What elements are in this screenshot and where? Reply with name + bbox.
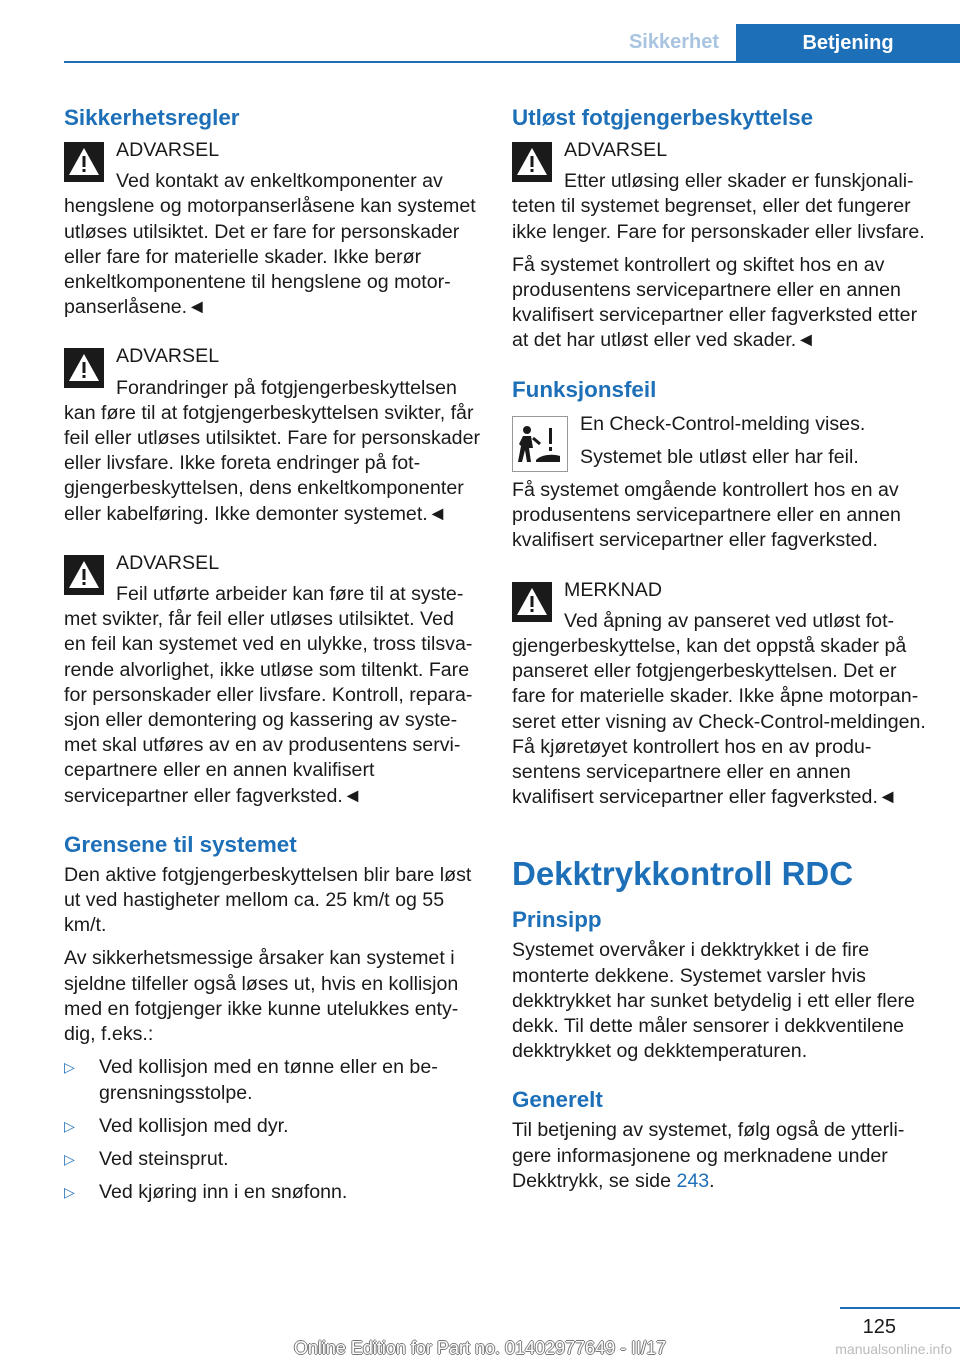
warning-text: Forandringer på fotgjengerbeskyttelsen kan føre til at fotgjengerbeskyttelsen svikter, får feil eller utløses utilsiktet. Fare for personskader eller livsfare. Ikke foreta endringer på fotgjengerbeskyttelsen, dens enkeltkomponenter eller kabelføring. Ikke demonter systemet.◄ — [64, 376, 480, 525]
note-text: Ved åpning av panseret ved utløst fotgjengerbeskyttelse, kan det oppstå skader på panseret eller fotgjengerbeskyttelsen. Det er fare for materielle skader. Ikke åpne motorpanseret etter visning av Check-Control-meldingen. Få kjøretøyet kontrollert hos en av produsentens servicepartnere eller en annen kvalifisert servicepartner eller fagverksted.◄ — [512, 609, 926, 809]
warning-text: Etter utløsing eller skader er funskjonaliteten til systemet begrenset, eller det fungerer ikke lenger. Fare for personskader eller livsfare. — [512, 170, 925, 243]
rdc-heading: Dekktrykkontroll RDC — [512, 855, 854, 893]
list-item: ▷ Ved kollisjon med dyr. — [64, 1114, 480, 1139]
page-link[interactable]: 243 — [676, 1169, 710, 1192]
warning-block — [64, 344, 480, 526]
bullet-list — [64, 1055, 480, 1205]
warning-block — [64, 138, 480, 320]
paragraph: Få systemet omgående kontrollert hos en av produsentens servicepartnere eller en annen kvalifisert servicepartner eller fagverksted. — [512, 479, 901, 552]
safety-rules-heading: Sikkerhetsregler — [64, 105, 240, 130]
warning-block — [64, 551, 480, 809]
system-limits-heading: Grensene til systemet — [64, 831, 297, 857]
right-column — [512, 104, 928, 1194]
triangle-bullet-icon: ▷ — [64, 1150, 75, 1167]
page-number: 125 — [862, 1316, 896, 1338]
paragraph: Systemet overvåker i dekktrykket i de fire monterte dekkene. Systemet varsler hvis dekktrykket har sunket betydelig i ett eller flere dekk. Til dette måler sensorer i dekkventilene dekktrykket og dekktemperaturen. — [512, 939, 915, 1063]
warning-label: ADVARSEL — [564, 139, 668, 161]
triangle-bullet-icon: ▷ — [64, 1117, 75, 1134]
paragraph: Få systemet kontrollert og skiftet hos en av produsentens servicepartnere eller en annen kvalifisert servicepartner eller fagverksted etter at det har utløst eller ved skader.◄ — [512, 253, 918, 352]
paragraph: Av sikkerhetsmessige årsaker kan systemet i sjeldne tilfeller også løses ut, hvis en kollisjon med en fotgjenger ikke kunne utelukkes entydig, f.eks.: — [64, 947, 459, 1046]
pedestrian-warning-icon — [512, 416, 568, 472]
warning-text: Ved kontakt av enkeltkomponenter av hengslene og motorpanserlåsene kan systemet utløses utilsiktet. Det er fare for personskader eller fare for materielle skader. Ikke berør enkeltkomponentene til hengslene og motorpanserlåsene.◄ — [64, 170, 476, 319]
warning-label: ADVARSEL — [116, 551, 220, 574]
general-heading: Generelt — [512, 1087, 603, 1113]
footer-rule — [840, 1307, 960, 1309]
tab-sikkerhet[interactable]: Sikkerhet — [612, 24, 736, 61]
edition-footer: Online Edition for Part no. 01402977649 - II/17 — [293, 1338, 667, 1358]
triangle-bullet-icon: ▷ — [64, 1184, 75, 1201]
left-column — [64, 104, 480, 1213]
tab-betjening[interactable]: Betjening — [736, 24, 960, 63]
paragraph: Systemet ble utløst eller har feil. — [580, 445, 859, 468]
list-item: ▷ Ved kjøring inn i en snøfonn. — [64, 1180, 480, 1205]
check-control-message: En Check-Control-melding vises. — [580, 412, 866, 435]
triggered-protection-heading: Utløst fotgjengerbeskyttelse — [512, 105, 814, 130]
malfunction-block — [512, 412, 928, 554]
warning-block — [512, 138, 928, 245]
warning-label: ADVARSEL — [116, 139, 220, 161]
paragraph: Den aktive fotgjengerbeskyttelsen blir bare løst ut ved hastigheter mellom ca. 25 km/t og 55 km/t. — [64, 863, 472, 937]
triangle-bullet-icon: ▷ — [64, 1059, 75, 1076]
warning-label: ADVARSEL — [116, 345, 220, 368]
watermark: manualsonline.info — [835, 1341, 952, 1357]
list-item: ▷ Ved steinsprut. — [64, 1147, 480, 1172]
malfunction-heading: Funksjonsfeil — [512, 376, 657, 402]
principle-heading: Prinsipp — [512, 907, 602, 933]
warning-triangle-icon — [64, 555, 104, 595]
note-triangle-icon — [512, 582, 552, 622]
note-block — [512, 578, 928, 811]
note-label: MERKNAD — [564, 578, 662, 601]
warning-triangle-icon — [512, 142, 552, 182]
warning-text: Feil utførte arbeider kan føre til at systemet svikter, får feil eller utløses utilsiktet. Ved en feil kan systemet ved en ulykke, tross tilsvarende alvorlighet, ikke utløse som tiltenkt. Fare for personskader eller livsfare. Kontroll, reparasjon eller demontering og kassering av systemet skal utføres av en av produsentens servicepartnere eller en annen kvalifisert servicepartner eller fagverksted.◄ — [64, 583, 473, 807]
list-item: ▷ Ved kollisjon med en tønne eller en begrensningsstolpe. — [64, 1056, 438, 1104]
warning-triangle-icon — [64, 142, 104, 182]
paragraph: Til betjening av systemet, følg også de ytterligere informasjonene og merknadene under Dekktrykk, se side 243. — [512, 1119, 905, 1192]
warning-triangle-icon — [64, 348, 104, 388]
